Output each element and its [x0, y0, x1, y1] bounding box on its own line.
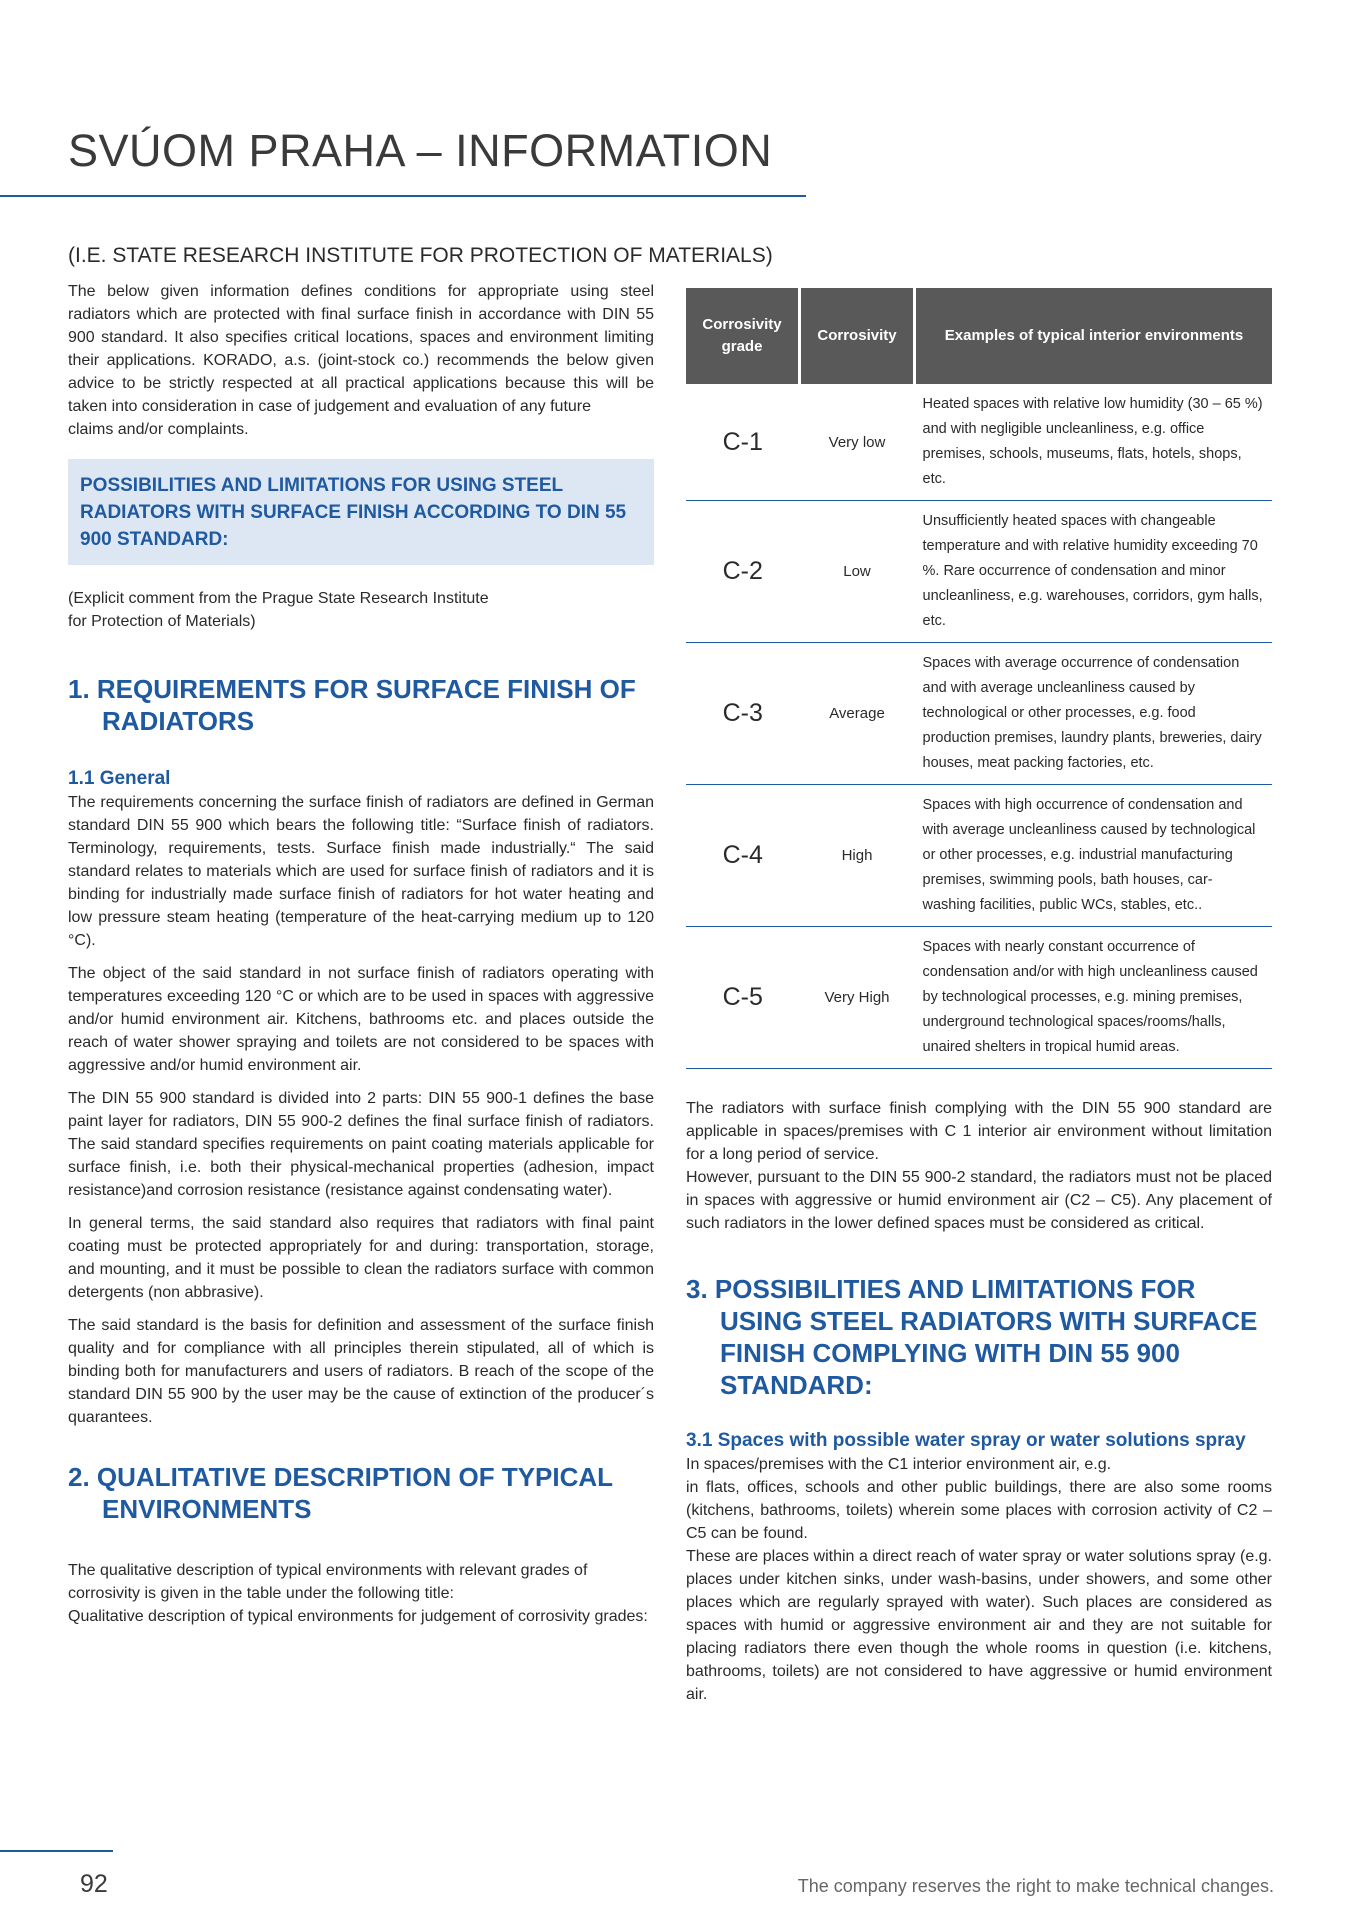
row-corrosivity: Average [800, 643, 915, 785]
row-example: Unsufficiently heated spaces with changeable temperature and with relative humidity exceeding 70 %. Rare occurrence of condensation and minor uncleanliness, e.g. warehouses, corridors, gym halls, etc. [915, 501, 1273, 643]
section2-heading: 2. QUALITATIVE DESCRIPTION OF TYPICAL ENVIRONMENTS [68, 1462, 613, 1524]
row-grade: C-1 [686, 384, 800, 501]
table-row [686, 501, 1272, 643]
title-rule [0, 195, 806, 197]
table-row [686, 927, 1272, 1069]
row-grade: C-4 [686, 785, 800, 927]
section1-paragraph-3: The DIN 55 900 standard is divided into 2 parts: DIN 55 900-1 defines the base paint layer for radiators, DIN 55 900-2 defines the final surface finish of radiators. The said standard specifies requirements on paint coating materials applicable for surface finish, i.e. both their physical-mechanical properties (adhesion, impact resistance)and corrosion resistance (resistance against condensating water). [68, 1090, 654, 1199]
row-corrosivity: Low [800, 501, 915, 643]
row-example: Spaces with nearly constant occurrence of condensation and/or with high uncleanliness caused by technological processes, e.g. mining premises, underground technological spaces/rooms/halls, unaired shelters in tropical humid areas. [915, 927, 1273, 1069]
section1-paragraph-5: The said standard is the basis for definition and assessment of the surface finish quality and for compliance with all principles therein stipulated, all of which is binding both for manufacturers and users of radiators. B reach of the scope of the standard DIN 55 900 by the user may be the cause of extinction of the producer´s quarantees. [68, 1317, 654, 1426]
right-paragraph-1b: However, pursuant to the DIN 55 900-2 standard, the radiators must not be placed in spaces with aggressive or humid environment air (C2 – C5). Any placement of such radiators in the lower defined spaces must be considered as critical. [686, 1169, 1272, 1232]
row-corrosivity: Very low [800, 384, 915, 501]
page-title: SVÚOM PRAHA – INFORMATION [68, 125, 773, 176]
section2-paragraph-a: The qualitative description of typical environments with relevant grades of corrosivity is given in the table under the following title: [68, 1562, 588, 1602]
row-example: Spaces with average occurrence of condensation and with average uncleanliness caused by technological or other processes, e.g. food production premises, laundry plants, breweries, dairy houses, meat packing factories, etc. [915, 643, 1273, 785]
header-corrosivity: Corrosivity [800, 288, 915, 384]
table-row [686, 643, 1272, 785]
section1-paragraph-2: The object of the said standard in not surface finish of radiators operating with temperatures exceeding 120 °C or which are to be used in spaces with aggressive and/or humid environment air. Kitchens, bathrooms etc. and places outside the reach of water shower spraying and toilets are not considered to be spaces with aggressive and/or humid environment air. [68, 965, 654, 1074]
row-grade: C-2 [686, 501, 800, 643]
table-row [686, 384, 1272, 501]
section1-paragraph-1: The requirements concerning the surface finish of radiators are defined in German standard DIN 55 900 which bears the following title: “Surface finish of radiators. Terminology, requirements, tests. Surface finish made industrially.“ The said standard relates to materials which are used for surface finish of radiators and it is binding for industrially made surface finish of radiators for hot water heating and low pressure steam heating (temperature of the heat-carrying medium up to 120 °C). [68, 794, 654, 949]
section3-heading: 3. POSSIBILITIES AND LIMITATIONS FOR USING STEEL RADIATORS WITH SURFACE FINISH COMPLYING WITH DIN 55 900 STANDARD: [686, 1274, 1258, 1400]
header-examples: Examples of typical interior environments [915, 288, 1273, 384]
intro-tail: claims and/or complaints. [68, 421, 249, 438]
row-corrosivity: Very High [800, 927, 915, 1069]
table-row [686, 785, 1272, 927]
page-subtitle: (I.E. STATE RESEARCH INSTITUTE FOR PROTECTION OF MATERIALS) [68, 244, 773, 267]
header-grade: Corrosivity grade [686, 288, 800, 384]
row-grade: C-3 [686, 643, 800, 785]
intro-paragraph: The below given information defines conditions for appropriate using steel radiators which are protected with final surface finish in accordance with DIN 55 900 standard. It also specifies critical locations, spaces and environment limiting their applications. KORADO, a.s. (joint-stock co.) recommends the below given advice to be strictly respected at all practical applications because this will be taken into consideration in case of judgement and evaluation of any future [68, 283, 654, 415]
highlight-heading: POSSIBILITIES AND LIMITATIONS FOR USING STEEL RADIATORS WITH SURFACE FINISH ACCORDING TO DIN 55 900 STANDARD: [80, 475, 627, 550]
section1-heading: 1. REQUIREMENTS FOR SURFACE FINISH OF RADIATORS [68, 674, 636, 736]
footer-disclaimer: The company reserves the right to make technical changes. [797, 1876, 1274, 1896]
right-paragraph-1a: The radiators with surface finish complying with the DIN 55 900 standard are applicable in spaces/premises with C 1 interior air environment without limitation for a long period of service. [686, 1100, 1272, 1163]
page-number: 92 [80, 1870, 108, 1898]
section1-paragraph-4: In general terms, the said standard also requires that radiators with final paint coating must be protected appropriately for and during: transportation, storage, and mounting, and it must be possible to clean the radiators surface with common detergents (non abbrasive). [68, 1215, 654, 1301]
left-column [68, 280, 654, 1638]
footer-rule [0, 1850, 113, 1852]
subsection-3-1-heading: 3.1 Spaces with possible water spray or water solutions spray [686, 1430, 1246, 1451]
section3-paragraph-b: in flats, offices, schools and other public buildings, there are also some rooms (kitchens, bathrooms, toilets) wherein some places with corrosion activity of C2 – C5 can be found. [686, 1479, 1272, 1542]
subsection-1-1-heading: 1.1 General [68, 768, 171, 789]
section3-paragraph-a: In spaces/premises with the C1 interior environment air, e.g. [686, 1456, 1112, 1473]
section2-paragraph-b: Qualitative description of typical environments for judgement of corrosivity grades: [68, 1608, 648, 1625]
right-column [686, 288, 1272, 1716]
institute-note [68, 587, 654, 633]
highlight-box [68, 459, 654, 565]
table-header-row [686, 288, 1272, 384]
row-example: Heated spaces with relative low humidity (30 – 65 %) and with negligible uncleanliness, e.g. office premises, schools, museums, flats, hotels, shops, etc. [915, 384, 1273, 501]
corrosivity-table [686, 288, 1272, 1069]
institute-note-line1: (Explicit comment from the Prague State Research Institute [68, 590, 489, 607]
row-grade: C-5 [686, 927, 800, 1069]
row-example: Spaces with high occurrence of condensation and with average uncleanliness caused by technological or other processes, e.g. industrial manufacturing premises, swimming pools, bath houses, car-washing facilities, public WCs, stables, etc.. [915, 785, 1273, 927]
section3-paragraph-c: These are places within a direct reach of water spray or water solutions spray (e.g. places under kitchen sinks, under wash-basins, under showers, and some other places which are regularly sprayed with water). Such places are considered as spaces with humid or aggressive environment air and they are not suitable for placing radiators there even though the whole rooms in question (i.e. kitchens, bathrooms, toilets) are not considered to have aggressive or humid environment air. [686, 1548, 1272, 1703]
row-corrosivity: High [800, 785, 915, 927]
institute-note-line2: for Protection of Materials) [68, 613, 256, 630]
